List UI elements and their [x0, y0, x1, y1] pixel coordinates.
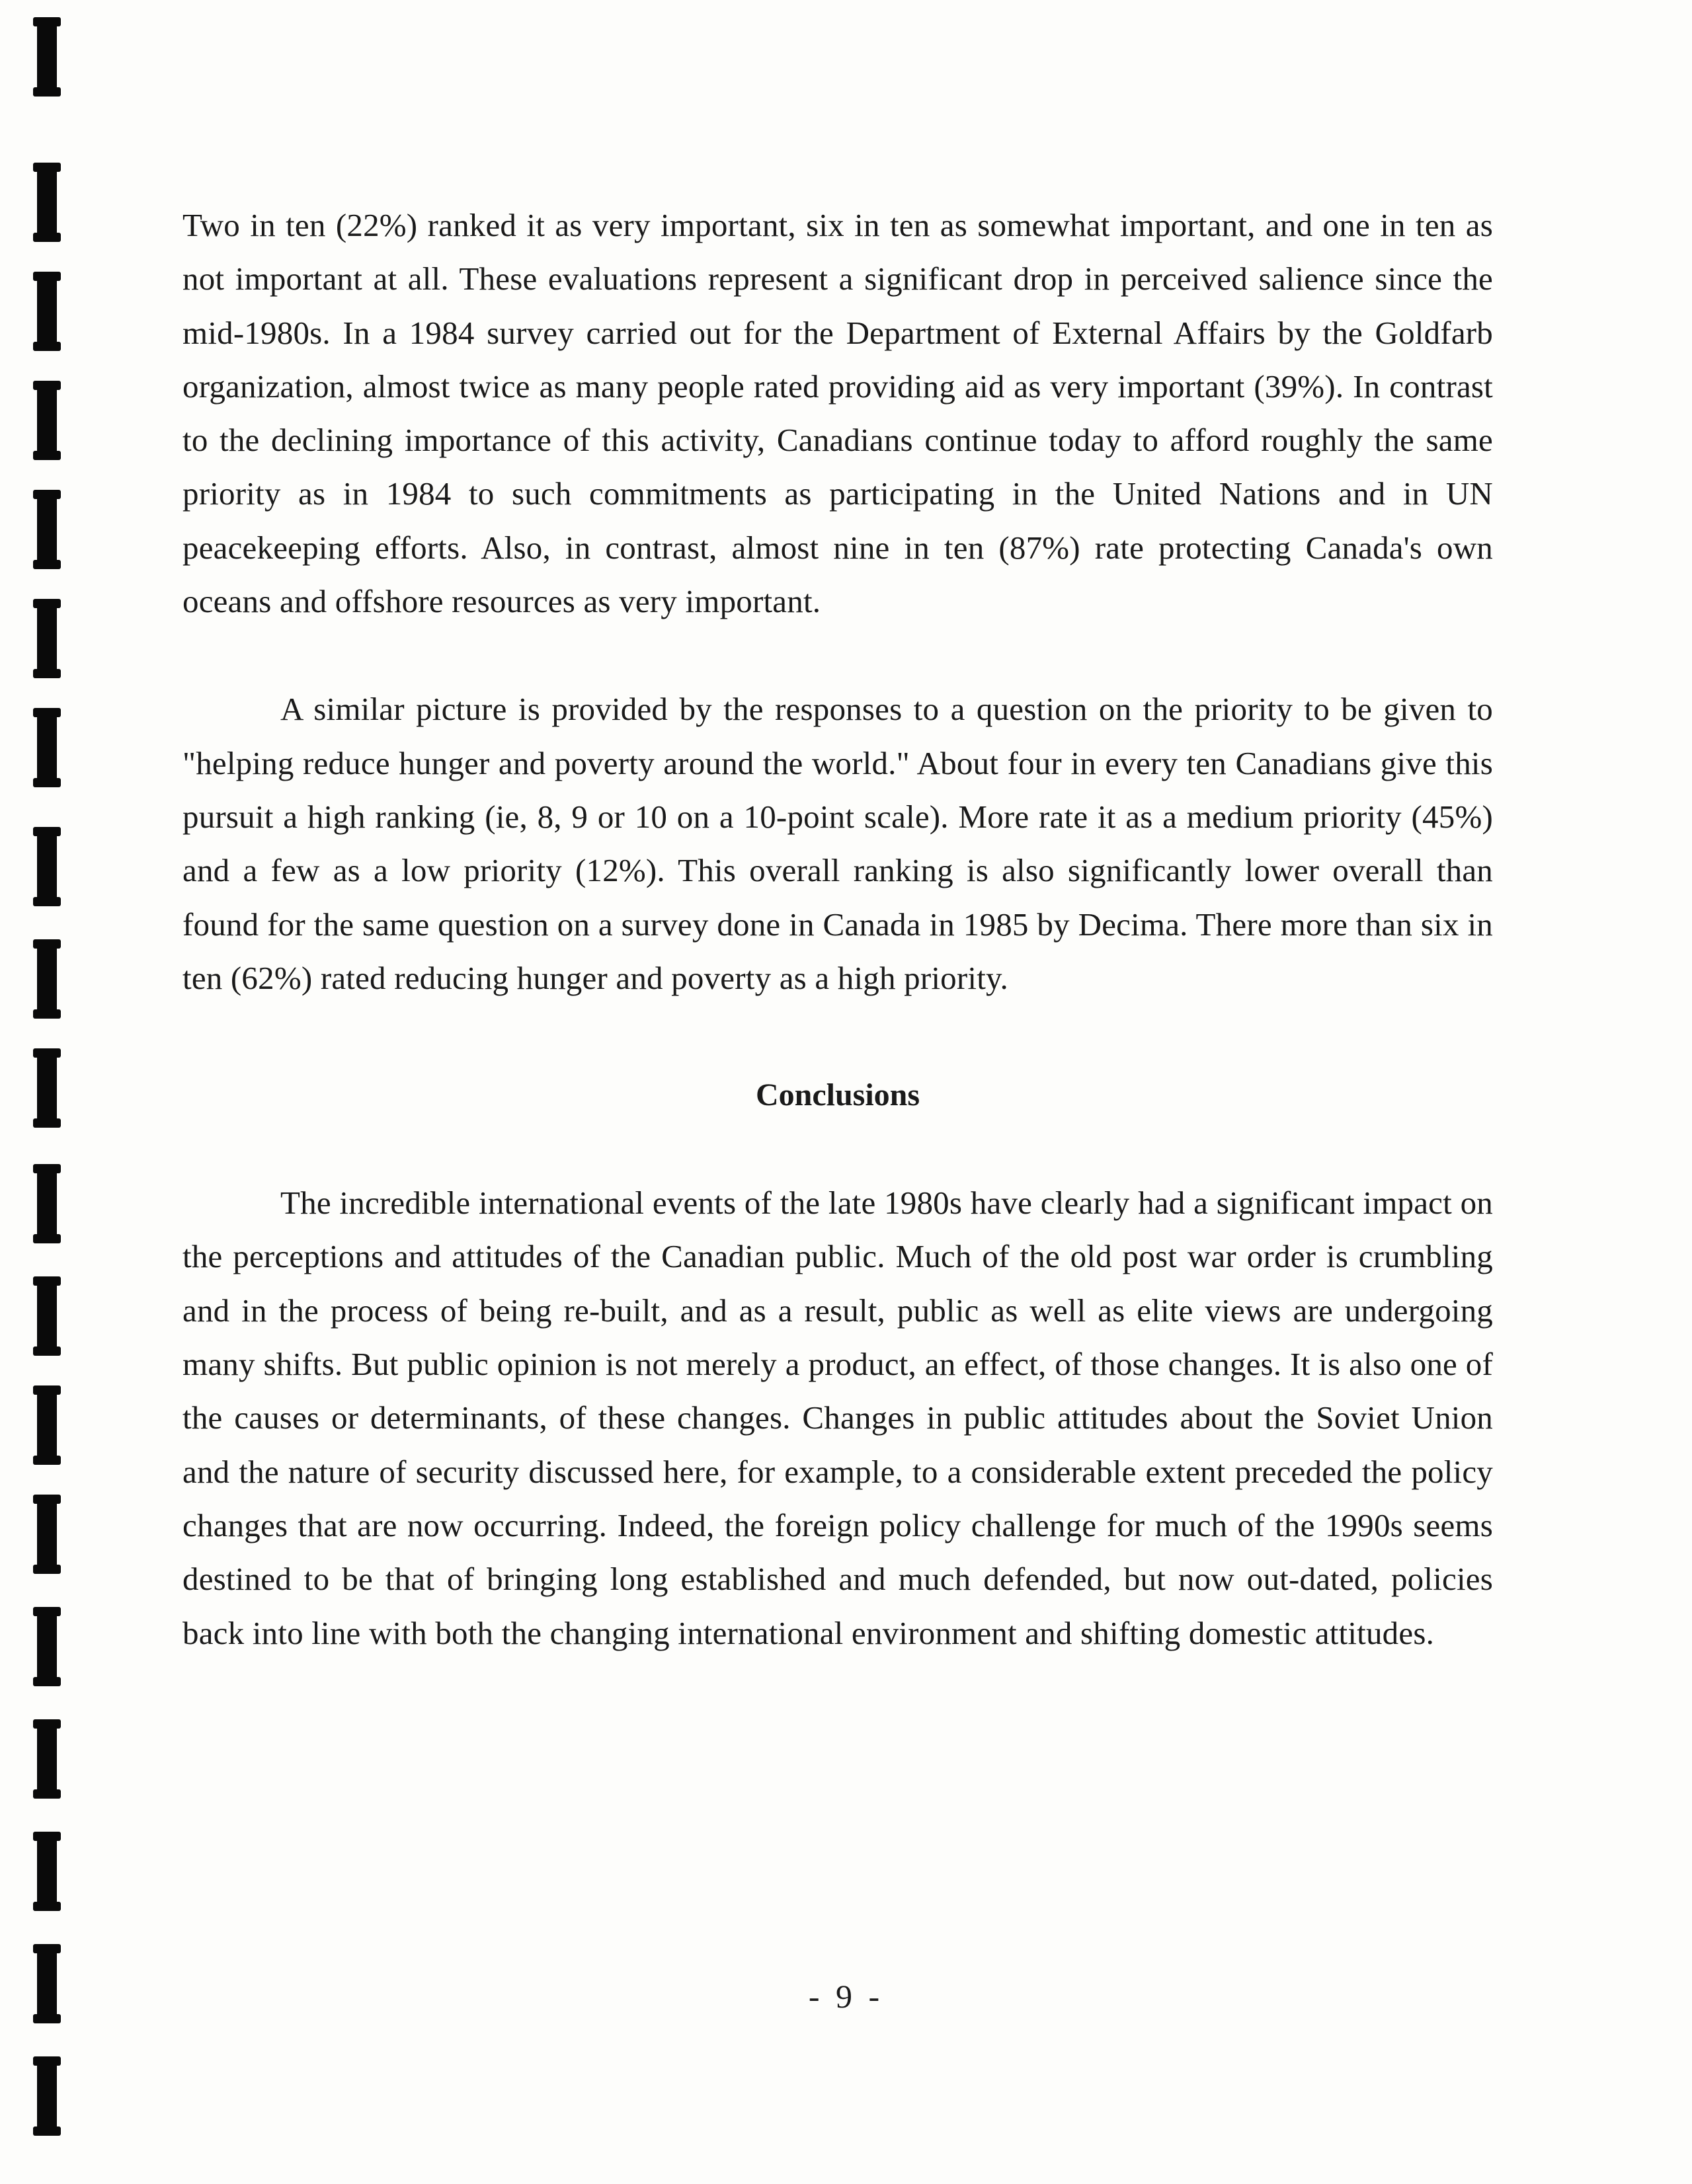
binding-hole — [37, 711, 57, 785]
binding-hole — [37, 830, 57, 904]
binding-hole — [37, 383, 57, 457]
page-body — [182, 198, 1493, 1660]
binding-hole — [37, 2059, 57, 2133]
binding-hole — [37, 1279, 57, 1353]
binding-hole — [37, 1497, 57, 1571]
binding-hole — [37, 1388, 57, 1462]
body-paragraph: Two in ten (22%) ranked it as very important, six in ten as somewhat important, and one in ten as not important at all. These evaluations represent a significant drop in perceived salience since the mid-1980s. In a 1984 survey carried out for the Department of External Affairs by the Goldfarb organization, almost twice as many people rated providing aid as very important (39%). In contrast to the declining importance of this activity, Canadians continue today to afford roughly the same priority as in 1984 to such commitments as participating in the United Nations and in UN peacekeeping efforts. Also, in contrast, almost nine in ten (87%) rate protecting Canada's own oceans and offshore resources as very important. — [182, 207, 1493, 620]
section-heading: Conclusions — [755, 1077, 920, 1113]
binding-hole — [37, 492, 57, 566]
binding-hole — [37, 1051, 57, 1125]
binding-hole — [37, 602, 57, 676]
binding-hole — [37, 1167, 57, 1241]
binding-hole — [37, 1722, 57, 1796]
binding-hole — [37, 1610, 57, 1684]
body-paragraph: A similar picture is provided by the responses to a question on the priority to be given to "helping reduce hunger and poverty around the world." About four in every ten Canadians give this pursuit a high ranking (ie, 8, 9 or 10 on a 10-point scale). More rate it as a medium priority (45%) and a few as a low priority (12%). This overall ranking is also significantly lower overall than found for the same question on a survey done in Canada in 1985 by Decima. There more than six in ten (62%) rated reducing hunger and poverty as a high priority. — [182, 691, 1493, 996]
conclusion-paragraph: The incredible international events of the late 1980s have clearly had a significant impact on the perceptions and attitudes of the Canadian public. Much of the old post war order is crumbling and in the process of being re-built, and as a result, public as well as elite views are undergoing many shifts. But public opinion is not merely a product, an effect, of those changes. It is also one of the causes or determinants, of these changes. Changes in public attitudes about the Soviet Union and the nature of security discussed here, for example, to a considerable extent preceded the policy changes that are now occurring. Indeed, the foreign policy challenge for much of the 1990s seems destined to be that of bringing long established and much defended, but now out-dated, policies back into line with both the changing international environment and shifting domestic attitudes. — [182, 1185, 1493, 1651]
binding-hole — [37, 165, 57, 239]
binding-hole — [37, 274, 57, 348]
spiral-binding — [0, 0, 79, 2184]
binding-hole — [37, 942, 57, 1016]
binding-hole — [37, 20, 57, 94]
page-number: - 9 - — [808, 1978, 884, 2015]
binding-hole — [37, 1834, 57, 1908]
